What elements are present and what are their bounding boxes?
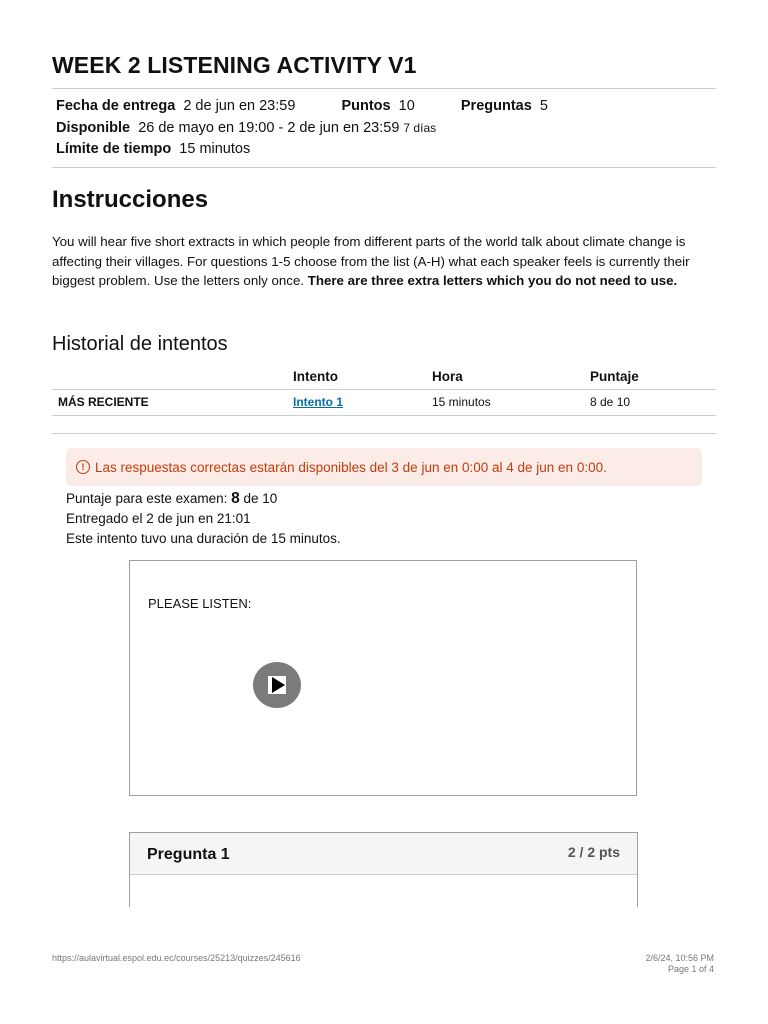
warning-icon: ! [76, 460, 90, 474]
attempt-link[interactable]: Intento 1 [293, 395, 343, 409]
score-line [66, 490, 277, 508]
play-icon [266, 674, 288, 696]
divider [52, 433, 716, 434]
answers-availability-alert [66, 448, 702, 486]
score-suffix: de 10 [239, 491, 278, 506]
question-header [130, 833, 637, 875]
question-points: 2 / 2 pts [567, 844, 620, 860]
available-days: 7 días [403, 121, 437, 135]
quiz-meta-row-2 [56, 120, 436, 136]
instructions-body: You will hear five short extracts in which people from different parts of the world talk about climate change is affecting their villages. For questions 1-5 choose from the list (A-H) what each speaker feels is currently their biggest problem. Use the letters only once. [52, 234, 690, 288]
attempt-history-table [52, 366, 716, 416]
available-value: 26 de mayo en 19:00 - 2 de jun en 23:59 [138, 120, 400, 136]
footer-datetime: 2/6/24, 10:56 PM [645, 953, 714, 963]
question-title: Pregunta 1 [147, 846, 230, 863]
score-prefix: Puntaje para este examen: [66, 491, 232, 506]
points-label: Puntos [341, 98, 391, 114]
column-header-attempt: Intento [293, 366, 432, 390]
available-label: Disponible [56, 120, 131, 136]
due-value: 2 de jun en 23:59 [183, 98, 296, 114]
instructions-text [52, 232, 718, 291]
quiz-meta-row-1 [56, 98, 548, 114]
time-limit-value: 15 minutos [179, 141, 251, 157]
instructions-heading: Instrucciones [52, 186, 209, 213]
history-heading: Historial de intentos [52, 333, 228, 355]
table-header-row [52, 366, 716, 390]
table-row [52, 390, 716, 416]
attempt-score: 8 de 10 [590, 390, 716, 416]
submitted-line: Entregado el 2 de jun en 21:01 [66, 511, 251, 526]
due-label: Fecha de entrega [56, 98, 176, 114]
questions-value: 5 [539, 98, 548, 114]
divider [52, 167, 716, 168]
footer-page: Page 1 of 4 [667, 964, 714, 974]
column-header [52, 366, 293, 390]
divider [52, 88, 716, 89]
media-label: PLEASE LISTEN: [148, 596, 252, 611]
audio-player-box [129, 560, 637, 796]
questions-label: Preguntas [460, 98, 532, 114]
duration-line: Este intento tuvo una duración de 15 minutos. [66, 531, 341, 546]
page-title: WEEK 2 LISTENING ACTIVITY V1 [52, 52, 417, 78]
column-header-time: Hora [432, 366, 590, 390]
row-label: MÁS RECIENTE [52, 390, 293, 416]
attempt-time: 15 minutos [432, 390, 590, 416]
footer-info [645, 953, 714, 975]
instructions-bold: There are three extra letters which you do not need to use. [307, 273, 678, 288]
time-limit-label: Límite de tiempo [56, 141, 172, 157]
quiz-meta-row-3 [56, 141, 250, 157]
alert-text: Las respuestas correctas estarán disponibles del 3 de jun en 0:00 al 4 de jun en 0:00. [95, 459, 607, 475]
question-card [129, 832, 638, 907]
score-value: 8 [231, 490, 240, 507]
column-header-score: Puntaje [590, 366, 716, 390]
points-value: 10 [398, 98, 415, 114]
footer-url: https://aulavirtual.espol.edu.ec/courses/25213/quizzes/245616 [52, 953, 301, 963]
play-button[interactable] [253, 662, 301, 708]
